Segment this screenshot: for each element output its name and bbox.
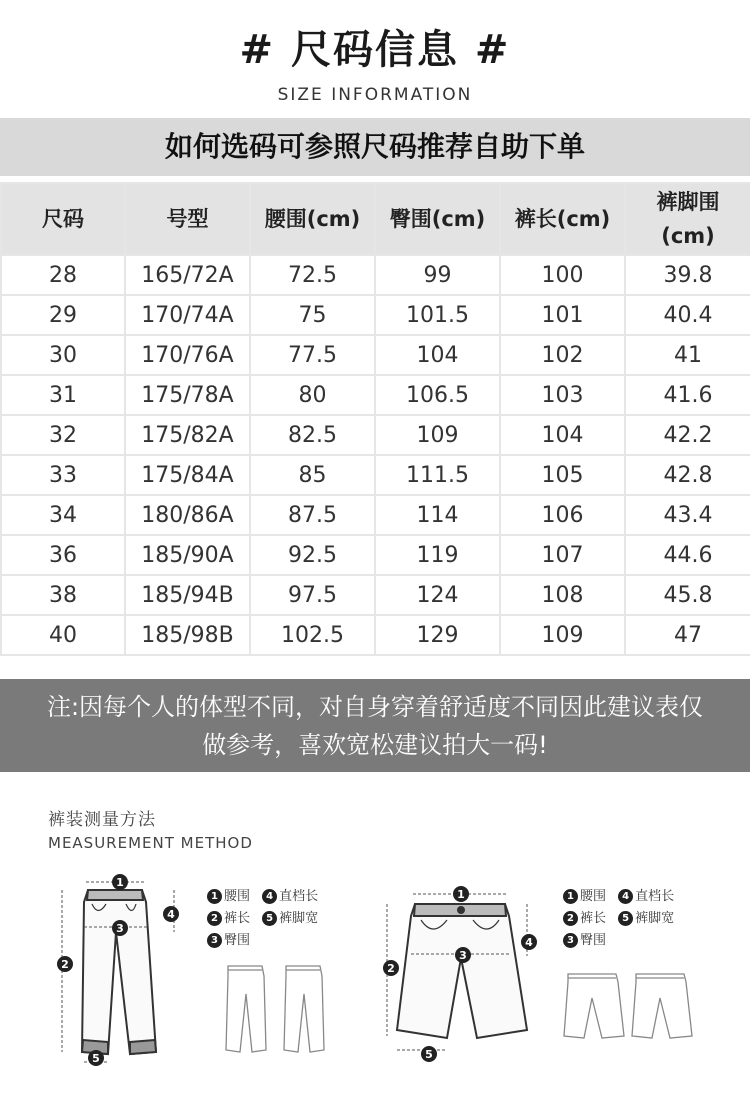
svg-text:4: 4 <box>525 936 533 949</box>
cell-size: 40 <box>1 615 125 655</box>
cell-hip: 129 <box>375 615 500 655</box>
cell-size: 29 <box>1 295 125 335</box>
cell-hip: 119 <box>375 535 500 575</box>
cell-hip: 109 <box>375 415 500 455</box>
page-header <box>0 0 750 118</box>
measurement-title-zh: 裤装测量方法 <box>48 810 156 830</box>
table-row <box>1 495 750 535</box>
size-table <box>0 182 750 656</box>
pants-measurement-diagram <box>50 872 200 1072</box>
legend-item-hem: 5 裤脚宽 <box>262 908 318 930</box>
cell-length: 107 <box>500 535 625 575</box>
col-header-size: 尺码 <box>1 183 125 255</box>
cell-length: 103 <box>500 375 625 415</box>
size-guide-banner: 如何选码可参照尺码推荐自助下单 <box>0 118 750 176</box>
cell-waist: 82.5 <box>250 415 375 455</box>
cell-length: 108 <box>500 575 625 615</box>
shorts-legend <box>563 886 713 952</box>
table-row <box>1 575 750 615</box>
cell-size: 30 <box>1 335 125 375</box>
cell-hip: 99 <box>375 255 500 295</box>
cell-model: 175/82A <box>125 415 250 455</box>
cell-hip: 104 <box>375 335 500 375</box>
cell-length: 106 <box>500 495 625 535</box>
col-header-model: 号型 <box>125 183 250 255</box>
cell-model: 185/90A <box>125 535 250 575</box>
cell-size: 34 <box>1 495 125 535</box>
cell-length: 105 <box>500 455 625 495</box>
legend-item-hip: 3 臀围 <box>563 930 606 952</box>
cell-size: 31 <box>1 375 125 415</box>
cell-hip: 106.5 <box>375 375 500 415</box>
cell-length: 104 <box>500 415 625 455</box>
cell-size: 32 <box>1 415 125 455</box>
cell-model: 175/84A <box>125 455 250 495</box>
cell-model: 175/78A <box>125 375 250 415</box>
table-row <box>1 615 750 655</box>
pants-legend <box>207 886 347 952</box>
cell-waist: 97.5 <box>250 575 375 615</box>
cell-length: 100 <box>500 255 625 295</box>
cell-hip: 124 <box>375 575 500 615</box>
svg-text:3: 3 <box>116 922 124 935</box>
cell-length: 101 <box>500 295 625 335</box>
svg-text:5: 5 <box>425 1048 433 1061</box>
cell-hem: 39.8 <box>625 255 750 295</box>
cell-hip: 111.5 <box>375 455 500 495</box>
cell-hem: 41.6 <box>625 375 750 415</box>
measurement-title-en: MEASUREMENT METHOD <box>48 834 253 852</box>
cell-hip: 101.5 <box>375 295 500 335</box>
table-row <box>1 415 750 455</box>
cell-size: 38 <box>1 575 125 615</box>
svg-text:5: 5 <box>92 1052 100 1065</box>
cell-waist: 77.5 <box>250 335 375 375</box>
cell-model: 185/94B <box>125 575 250 615</box>
cell-hem: 45.8 <box>625 575 750 615</box>
cell-length: 102 <box>500 335 625 375</box>
svg-text:4: 4 <box>167 908 175 921</box>
col-header-hip: 臀围(cm) <box>375 183 500 255</box>
shorts-sketch-icon <box>560 968 700 1048</box>
cell-waist: 75 <box>250 295 375 335</box>
svg-text:1: 1 <box>116 876 124 889</box>
cell-waist: 92.5 <box>250 535 375 575</box>
cell-model: 165/72A <box>125 255 250 295</box>
legend-item-hip: 3 臀围 <box>207 930 250 952</box>
svg-text:2: 2 <box>61 958 69 971</box>
table-row <box>1 535 750 575</box>
cell-hem: 42.2 <box>625 415 750 455</box>
table-row <box>1 375 750 415</box>
size-note <box>0 679 750 772</box>
legend-item-waist: 1 腰围 <box>207 886 250 908</box>
cell-hem: 42.8 <box>625 455 750 495</box>
cell-size: 33 <box>1 455 125 495</box>
col-header-hem: 裤脚围(cm) <box>625 183 750 255</box>
table-row <box>1 255 750 295</box>
cell-waist: 102.5 <box>250 615 375 655</box>
cell-hip: 114 <box>375 495 500 535</box>
svg-text:2: 2 <box>387 962 395 975</box>
svg-text:1: 1 <box>457 888 465 901</box>
col-header-waist: 腰围(cm) <box>250 183 375 255</box>
legend-item-waist: 1 腰围 <box>563 886 606 908</box>
cell-waist: 80 <box>250 375 375 415</box>
cell-hem: 47 <box>625 615 750 655</box>
note-line-1: 注:因每个人的体型不同，对自身穿着舒适度不同因此建议表仅 <box>46 693 704 721</box>
cell-size: 28 <box>1 255 125 295</box>
cell-waist: 85 <box>250 455 375 495</box>
svg-text:3: 3 <box>459 949 467 962</box>
cell-hem: 44.6 <box>625 535 750 575</box>
shorts-measurement-diagram <box>377 880 542 1070</box>
cell-waist: 87.5 <box>250 495 375 535</box>
table-row <box>1 335 750 375</box>
note-line-2: 做参考，喜欢宽松建议拍大一码! <box>202 731 548 759</box>
legend-item-rise: 4 直档长 <box>618 886 674 908</box>
cell-model: 180/86A <box>125 495 250 535</box>
page-title: # 尺码信息 # <box>239 27 511 73</box>
cell-length: 109 <box>500 615 625 655</box>
cell-hem: 40.4 <box>625 295 750 335</box>
legend-item-length: 2 裤长 <box>563 908 606 930</box>
legend-item-rise: 4 直档长 <box>262 886 318 908</box>
table-header-row <box>1 183 750 255</box>
cell-hem: 43.4 <box>625 495 750 535</box>
page-subtitle: SIZE INFORMATION <box>277 85 473 105</box>
cell-model: 185/98B <box>125 615 250 655</box>
legend-item-hem: 5 裤脚宽 <box>618 908 674 930</box>
col-header-length: 裤长(cm) <box>500 183 625 255</box>
legend-item-length: 2 裤长 <box>207 908 250 930</box>
cell-model: 170/74A <box>125 295 250 335</box>
table-row <box>1 455 750 495</box>
cell-waist: 72.5 <box>250 255 375 295</box>
pants-sketch-icon <box>218 960 338 1060</box>
cell-hem: 41 <box>625 335 750 375</box>
table-row <box>1 295 750 335</box>
cell-size: 36 <box>1 535 125 575</box>
cell-model: 170/76A <box>125 335 250 375</box>
